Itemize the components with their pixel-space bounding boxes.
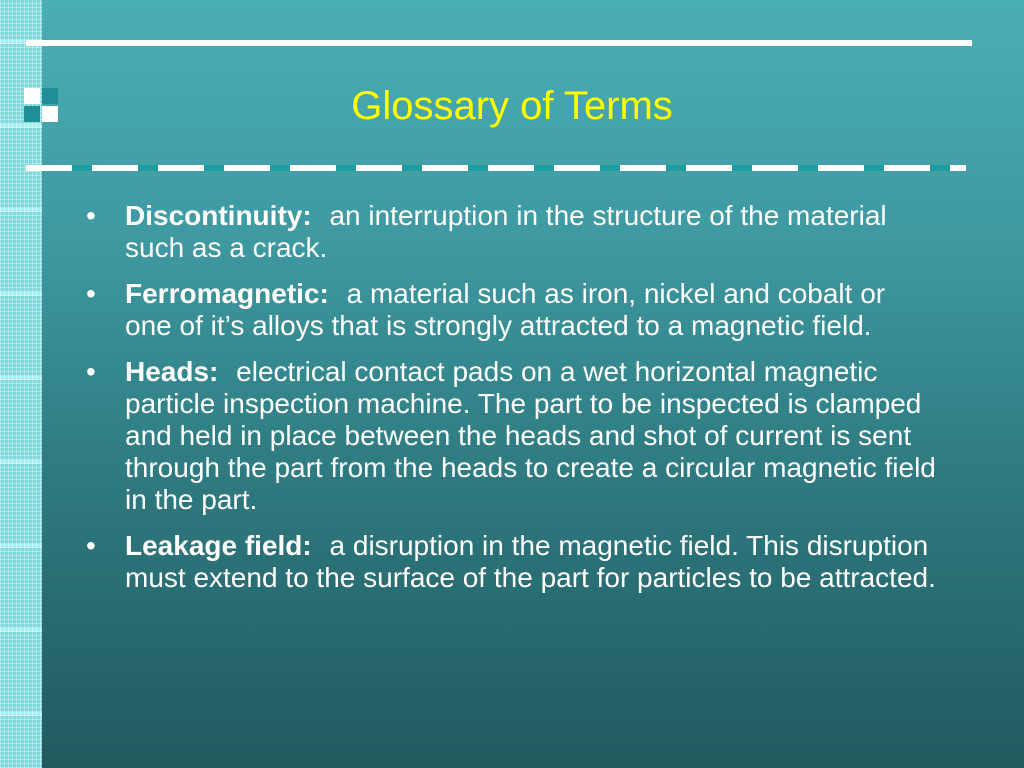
glossary-term: Ferromagnetic: <box>125 278 329 309</box>
glossary-definition: electrical contact pads on a wet horizontal magnetic particle inspection machine. The part to be inspected is clamped and held in place between the heads and shot of current is sent through the part from the heads to create a circular magnetic field in the part. <box>125 356 936 515</box>
round-bullet-icon: • <box>86 530 96 561</box>
list-item <box>86 530 936 594</box>
glossary-definition: an interruption in the structure of the material such as a crack. <box>125 200 887 263</box>
slide-title: Glossary of Terms <box>351 84 673 128</box>
list-item <box>86 356 936 516</box>
glossary-definition: a disruption in the magnetic field. This disruption must extend to the surface of the part for particles to be attracted. <box>125 530 936 593</box>
round-bullet-icon: • <box>86 278 96 309</box>
glossary-term: Leakage field: <box>125 530 312 561</box>
top-rule <box>26 40 972 46</box>
glossary-term: Heads: <box>125 356 219 387</box>
glossary-definition: a material such as iron, nickel and cobalt or one of it’s alloys that is strongly attracted to a magnetic field. <box>125 278 886 341</box>
list-item <box>86 200 936 264</box>
glossary-term: Discontinuity: <box>125 200 312 231</box>
round-bullet-icon: • <box>86 200 96 231</box>
dashed-divider <box>26 165 966 171</box>
glossary-list <box>86 200 936 608</box>
round-bullet-icon: • <box>86 356 96 387</box>
list-item <box>86 278 936 342</box>
